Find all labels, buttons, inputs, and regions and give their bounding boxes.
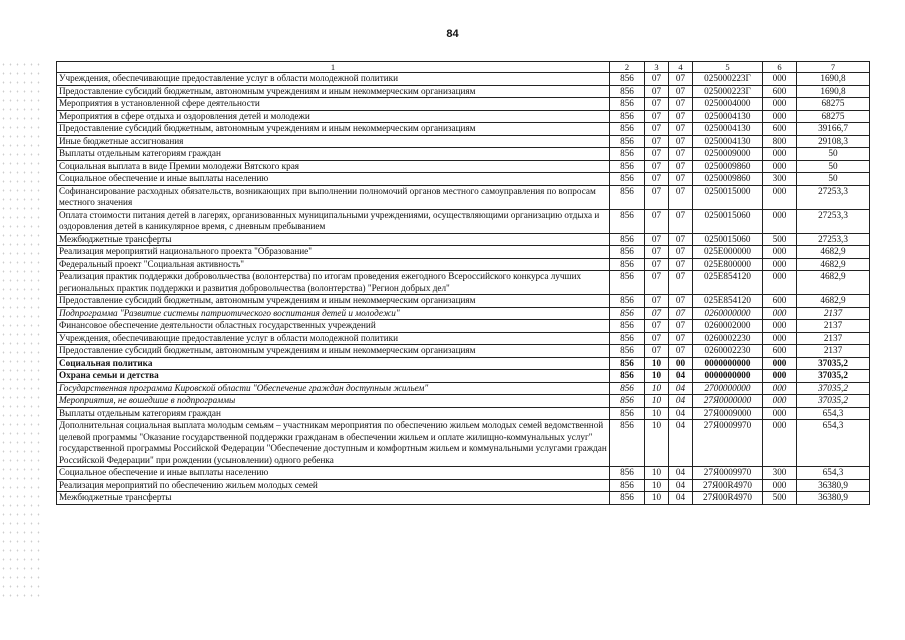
row-target-article: 0250015000	[693, 185, 763, 209]
row-section: 10	[645, 492, 669, 505]
row-name: Софинансирование расходных обязательств, возникающих при выполнении полномочий органов местного самоуправления по вопросам местного значения	[57, 185, 610, 209]
row-section: 07	[645, 307, 669, 320]
table-row	[57, 185, 870, 209]
row-subsection: 04	[669, 420, 693, 467]
row-expense-type: 000	[763, 479, 797, 492]
row-subsection: 07	[669, 320, 693, 333]
row-amount: 29108,3	[797, 135, 870, 148]
table-row	[57, 307, 870, 320]
row-target-article: 0250004130	[693, 135, 763, 148]
row-name: Мероприятия в установленной сфере деятельности	[57, 98, 610, 111]
row-subsection: 07	[669, 345, 693, 358]
row-section: 07	[645, 271, 669, 295]
row-expense-type: 000	[763, 148, 797, 161]
row-target-article: 0260002230	[693, 332, 763, 345]
row-name: Выплаты отдельным категориям граждан	[57, 148, 610, 161]
row-target-article: 025E854120	[693, 271, 763, 295]
budget-table	[56, 61, 870, 505]
page-number: 84	[446, 28, 459, 40]
row-subsection: 07	[669, 73, 693, 86]
table-row	[57, 98, 870, 111]
row-expense-type: 000	[763, 407, 797, 420]
row-section: 07	[645, 135, 669, 148]
col-header-1: 1	[57, 62, 610, 73]
row-ministry-code: 856	[610, 370, 645, 383]
row-section: 07	[645, 123, 669, 136]
row-target-article: 025E854120	[693, 295, 763, 308]
row-expense-type: 600	[763, 345, 797, 358]
row-expense-type: 600	[763, 85, 797, 98]
row-name: Социальная политика	[57, 357, 610, 370]
row-name: Предоставление субсидий бюджетным, автономным учреждениям и иным некоммерческим организациям	[57, 85, 610, 98]
row-section: 07	[645, 73, 669, 86]
row-target-article: 27Я0009970	[693, 467, 763, 480]
row-section: 07	[645, 295, 669, 308]
table-row	[57, 420, 870, 467]
table-row	[57, 209, 870, 233]
row-amount: 39166,7	[797, 123, 870, 136]
row-target-article: 0000000000	[693, 370, 763, 383]
row-amount: 654,3	[797, 407, 870, 420]
row-subsection: 07	[669, 160, 693, 173]
row-amount: 27253,3	[797, 233, 870, 246]
row-target-article: 0000000000	[693, 357, 763, 370]
row-amount: 36380,9	[797, 479, 870, 492]
row-name: Предоставление субсидий бюджетным, автономным учреждениям и иным некоммерческим организациям	[57, 295, 610, 308]
table-row	[57, 407, 870, 420]
row-subsection: 04	[669, 382, 693, 395]
row-name: Оплата стоимости питания детей в лагерях, организованных муниципальными учреждениями, осуществляющими организацию отдыха и оздоровления детей в каникулярное время, с дневным пребыванием	[57, 209, 610, 233]
row-section: 07	[645, 160, 669, 173]
row-name: Мероприятия в сфере отдыха и оздоровления детей и молодежи	[57, 110, 610, 123]
row-target-article: 27Я00R4970	[693, 492, 763, 505]
row-name: Финансовое обеспечение деятельности областных государственных учреждений	[57, 320, 610, 333]
row-subsection: 07	[669, 295, 693, 308]
row-amount: 50	[797, 173, 870, 186]
row-ministry-code: 856	[610, 173, 645, 186]
row-name: Предоставление субсидий бюджетным, автономным учреждениям и иным некоммерческим организациям	[57, 123, 610, 136]
row-ministry-code: 856	[610, 407, 645, 420]
table-row	[57, 467, 870, 480]
row-subsection: 07	[669, 135, 693, 148]
row-section: 07	[645, 98, 669, 111]
row-name: Учреждения, обеспечивающие предоставление услуг в области молодежной политики	[57, 73, 610, 86]
row-amount: 4682,9	[797, 258, 870, 271]
row-name: Реализация мероприятий по обеспечению жильем молодых семей	[57, 479, 610, 492]
row-section: 10	[645, 407, 669, 420]
row-target-article: 27Я0009970	[693, 420, 763, 467]
row-ministry-code: 856	[610, 479, 645, 492]
row-subsection: 00	[669, 357, 693, 370]
table-row	[57, 110, 870, 123]
row-target-article: 0250015060	[693, 233, 763, 246]
row-section: 07	[645, 246, 669, 259]
table-row	[57, 258, 870, 271]
header-row	[57, 62, 870, 73]
row-subsection: 07	[669, 271, 693, 295]
row-subsection: 04	[669, 467, 693, 480]
row-expense-type: 000	[763, 395, 797, 408]
row-expense-type: 000	[763, 320, 797, 333]
row-expense-type: 600	[763, 123, 797, 136]
table-row	[57, 357, 870, 370]
row-section: 07	[645, 233, 669, 246]
row-subsection: 04	[669, 479, 693, 492]
row-subsection: 07	[669, 307, 693, 320]
row-name: Социальное обеспечение и иные выплаты населению	[57, 467, 610, 480]
row-subsection: 07	[669, 173, 693, 186]
row-target-article: 27Я00R4970	[693, 479, 763, 492]
table-row	[57, 233, 870, 246]
row-ministry-code: 856	[610, 98, 645, 111]
row-ministry-code: 856	[610, 135, 645, 148]
row-amount: 654,3	[797, 420, 870, 467]
row-amount: 4682,9	[797, 246, 870, 259]
row-subsection: 07	[669, 98, 693, 111]
row-name: Межбюджетные трансферты	[57, 492, 610, 505]
row-ministry-code: 856	[610, 420, 645, 467]
scan-noise	[0, 60, 40, 600]
row-name: Подпрограмма "Развитие системы патриотического воспитания детей и молодежи"	[57, 307, 610, 320]
col-header-4: 4	[669, 62, 693, 73]
row-amount: 50	[797, 148, 870, 161]
row-ministry-code: 856	[610, 123, 645, 136]
row-name: Социальное обеспечение и иные выплаты населению	[57, 173, 610, 186]
row-target-article: 0250004130	[693, 110, 763, 123]
row-name: Государственная программа Кировской области "Обеспечение граждан доступным жильем"	[57, 382, 610, 395]
row-subsection: 07	[669, 258, 693, 271]
table-row	[57, 382, 870, 395]
row-ministry-code: 856	[610, 148, 645, 161]
row-target-article: 0250009860	[693, 173, 763, 186]
table-row	[57, 395, 870, 408]
row-ministry-code: 856	[610, 160, 645, 173]
row-subsection: 04	[669, 407, 693, 420]
row-target-article: 0250004000	[693, 98, 763, 111]
row-section: 10	[645, 395, 669, 408]
row-ministry-code: 856	[610, 258, 645, 271]
row-section: 07	[645, 148, 669, 161]
row-amount: 2137	[797, 320, 870, 333]
row-target-article: 025E000000	[693, 246, 763, 259]
row-amount: 37035,2	[797, 382, 870, 395]
row-expense-type: 000	[763, 185, 797, 209]
col-header-7: 7	[797, 62, 870, 73]
row-section: 07	[645, 320, 669, 333]
row-subsection: 07	[669, 148, 693, 161]
row-section: 07	[645, 85, 669, 98]
row-target-article: 27Я0009000	[693, 407, 763, 420]
row-name: Межбюджетные трансферты	[57, 233, 610, 246]
row-target-article: 0250004130	[693, 123, 763, 136]
row-target-article: 025E800000	[693, 258, 763, 271]
row-subsection: 07	[669, 246, 693, 259]
row-amount: 27253,3	[797, 209, 870, 233]
row-ministry-code: 856	[610, 295, 645, 308]
row-subsection: 04	[669, 492, 693, 505]
row-ministry-code: 856	[610, 357, 645, 370]
table-row	[57, 332, 870, 345]
row-expense-type: 000	[763, 370, 797, 383]
row-ministry-code: 856	[610, 271, 645, 295]
row-name: Социальная выплата в виде Премии молодежи Вятского края	[57, 160, 610, 173]
row-ministry-code: 856	[610, 467, 645, 480]
row-expense-type: 000	[763, 110, 797, 123]
row-ministry-code: 856	[610, 320, 645, 333]
row-section: 10	[645, 479, 669, 492]
row-name: Предоставление субсидий бюджетным, автономным учреждениям и иным некоммерческим организациям	[57, 345, 610, 358]
row-subsection: 07	[669, 332, 693, 345]
row-ministry-code: 856	[610, 492, 645, 505]
row-amount: 654,3	[797, 467, 870, 480]
row-expense-type: 000	[763, 160, 797, 173]
table-body	[57, 73, 870, 505]
row-section: 07	[645, 173, 669, 186]
row-amount: 37035,2	[797, 370, 870, 383]
table-row	[57, 479, 870, 492]
col-header-5: 5	[693, 62, 763, 73]
row-expense-type: 000	[763, 357, 797, 370]
row-section: 07	[645, 258, 669, 271]
row-expense-type: 500	[763, 492, 797, 505]
row-amount: 37035,2	[797, 395, 870, 408]
row-ministry-code: 856	[610, 233, 645, 246]
row-section: 07	[645, 345, 669, 358]
row-subsection: 07	[669, 209, 693, 233]
row-ministry-code: 856	[610, 246, 645, 259]
row-name: Реализация практик поддержки добровольчества (волонтерства) по итогам проведения ежегодного Всероссийского конкурса лучших региональных практик поддержки и развития добровольчества (волонтерства) "Регион добрых дел"	[57, 271, 610, 295]
row-expense-type: 000	[763, 258, 797, 271]
row-expense-type: 000	[763, 307, 797, 320]
row-amount: 4682,9	[797, 271, 870, 295]
row-expense-type: 000	[763, 98, 797, 111]
row-amount: 36380,9	[797, 492, 870, 505]
table-row	[57, 73, 870, 86]
row-subsection: 07	[669, 85, 693, 98]
row-expense-type: 500	[763, 233, 797, 246]
row-subsection: 07	[669, 233, 693, 246]
table-row	[57, 173, 870, 186]
row-subsection: 04	[669, 370, 693, 383]
row-section: 07	[645, 110, 669, 123]
row-section: 10	[645, 370, 669, 383]
row-amount: 68275	[797, 110, 870, 123]
row-name: Дополнительная социальная выплата молодым семьям – участникам мероприятия по обеспечению жильем молодых семей ведомственной целевой программы "Оказание государственной поддержки гражданам в обеспечении жильем и оплате жилищно-коммунальных услуг" государственной программы Российской Федерации "Обеспечение доступным и комфортным жильем и коммунальными услугами граждан Российской Федерации" при рождении (усыновлении) одного ребенка	[57, 420, 610, 467]
table-row	[57, 492, 870, 505]
table-row	[57, 271, 870, 295]
row-ministry-code: 856	[610, 307, 645, 320]
row-expense-type: 300	[763, 173, 797, 186]
row-amount: 50	[797, 160, 870, 173]
table-row	[57, 123, 870, 136]
table-row	[57, 85, 870, 98]
row-section: 10	[645, 420, 669, 467]
row-name: Охрана семьи и детства	[57, 370, 610, 383]
row-name: Федеральный проект "Социальная активность"	[57, 258, 610, 271]
row-section: 07	[645, 185, 669, 209]
row-target-article: 025000223Г	[693, 85, 763, 98]
row-target-article: 27Я0000000	[693, 395, 763, 408]
row-amount: 37035,2	[797, 357, 870, 370]
row-expense-type: 000	[763, 332, 797, 345]
row-section: 10	[645, 467, 669, 480]
row-ministry-code: 856	[610, 395, 645, 408]
row-amount: 2137	[797, 332, 870, 345]
row-expense-type: 000	[763, 420, 797, 467]
row-target-article: 0250009000	[693, 148, 763, 161]
row-target-article: 025000223Г	[693, 73, 763, 86]
col-header-6: 6	[763, 62, 797, 73]
table-row	[57, 160, 870, 173]
row-ministry-code: 856	[610, 209, 645, 233]
row-expense-type: 000	[763, 73, 797, 86]
row-expense-type: 000	[763, 271, 797, 295]
row-section: 07	[645, 209, 669, 233]
table-row	[57, 246, 870, 259]
row-amount: 1690,8	[797, 85, 870, 98]
row-target-article: 0260002000	[693, 320, 763, 333]
row-amount: 2137	[797, 307, 870, 320]
row-expense-type: 000	[763, 382, 797, 395]
row-name: Выплаты отдельным категориям граждан	[57, 407, 610, 420]
row-amount: 68275	[797, 98, 870, 111]
row-subsection: 04	[669, 395, 693, 408]
row-target-article: 0260000000	[693, 307, 763, 320]
row-name: Мероприятия, не вошедшие в подпрограммы	[57, 395, 610, 408]
row-target-article: 0250015060	[693, 209, 763, 233]
row-target-article: 0250009860	[693, 160, 763, 173]
row-ministry-code: 856	[610, 332, 645, 345]
row-amount: 1690,8	[797, 73, 870, 86]
row-target-article: 0260002230	[693, 345, 763, 358]
table-row	[57, 295, 870, 308]
table-row	[57, 345, 870, 358]
row-subsection: 07	[669, 110, 693, 123]
row-subsection: 07	[669, 185, 693, 209]
row-amount: 2137	[797, 345, 870, 358]
row-subsection: 07	[669, 123, 693, 136]
row-amount: 4682,9	[797, 295, 870, 308]
row-ministry-code: 856	[610, 382, 645, 395]
row-name: Учреждения, обеспечивающие предоставление услуг в области молодежной политики	[57, 332, 610, 345]
table-row	[57, 370, 870, 383]
row-section: 07	[645, 332, 669, 345]
row-expense-type: 000	[763, 246, 797, 259]
row-target-article: 2700000000	[693, 382, 763, 395]
row-name: Иные бюджетные ассигнования	[57, 135, 610, 148]
row-ministry-code: 856	[610, 185, 645, 209]
col-header-3: 3	[645, 62, 669, 73]
row-ministry-code: 856	[610, 73, 645, 86]
row-expense-type: 800	[763, 135, 797, 148]
row-ministry-code: 856	[610, 85, 645, 98]
table-row	[57, 135, 870, 148]
row-expense-type: 300	[763, 467, 797, 480]
row-ministry-code: 856	[610, 345, 645, 358]
col-header-2: 2	[610, 62, 645, 73]
row-section: 10	[645, 357, 669, 370]
row-ministry-code: 856	[610, 110, 645, 123]
row-amount: 27253,3	[797, 185, 870, 209]
row-expense-type: 600	[763, 295, 797, 308]
table-row	[57, 148, 870, 161]
row-expense-type: 000	[763, 209, 797, 233]
row-name: Реализация мероприятий национального проекта "Образование"	[57, 246, 610, 259]
table-row	[57, 320, 870, 333]
row-section: 10	[645, 382, 669, 395]
